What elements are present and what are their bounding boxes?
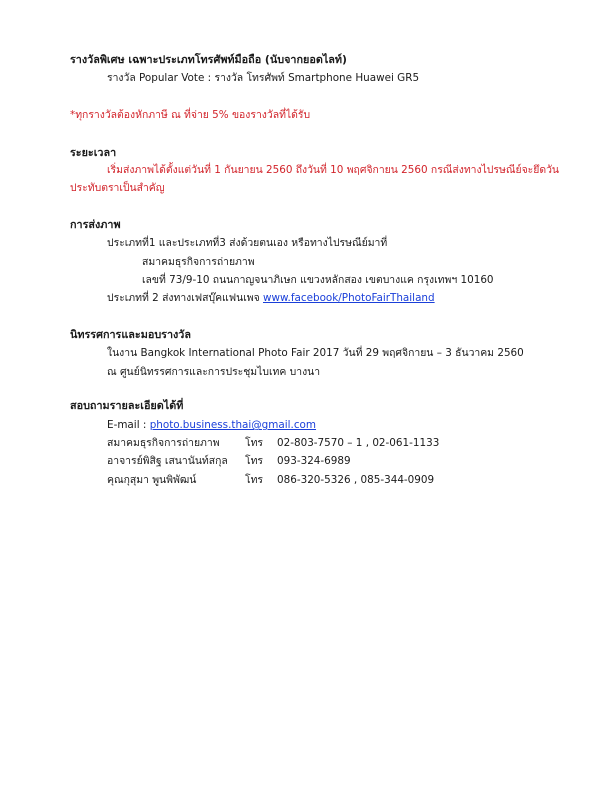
exhibition-line-1: ในงาน Bangkok International Photo Fair 2017 วันที่ 29 พฤศจิกายน – 3 ธันวาคม 2560	[107, 347, 524, 359]
contact-row-pisit	[107, 453, 351, 469]
tel-label: โทร	[245, 437, 264, 449]
tel-number: 02-803-7570 – 1 , 02-061-1133	[277, 437, 440, 449]
submission-address: เลขที่ 73/9-10 ถนนกาญจนาภิเษก แขวงหลักสอง เขตบางแค กรุงเทพฯ 10160	[142, 274, 494, 286]
tel-label: โทร	[245, 455, 264, 467]
contact-row-association	[107, 435, 439, 451]
facebook-prefix: ประเภทที่ 2 ส่งทางเฟสบุ๊คแฟนเพจ	[107, 292, 263, 304]
contact-row-kusuma	[107, 472, 434, 488]
facebook-page-link[interactable]: www.facebook/PhotoFairThailand	[263, 292, 435, 304]
tel-number: 093-324-6989	[277, 455, 351, 467]
popular-vote-line: รางวัล Popular Vote : รางวัล โทรศัพท์ Smartphone Huawei GR5	[107, 72, 420, 84]
submission-heading: การส่งภาพ	[70, 218, 121, 231]
tel-number: 086-320-5326 , 085-344-0909	[277, 474, 435, 486]
submission-association-name: สมาคมธุรกิจการถ่ายภาพ	[142, 256, 255, 268]
special-award-heading: รางวัลพิเศษ เฉพาะประเภทโทรศัพท์มือถือ (นับจากยอดไลท์)	[70, 53, 347, 66]
submission-line-4	[107, 290, 435, 306]
email-link[interactable]: photo.business.thai@gmail.com	[149, 419, 317, 431]
period-line-1: เริ่มส่งภาพได้ตั้งแต่วันที่ 1 กันยายน 2560 ถึงวันที่ 10 พฤศจิกายน 2560 กรณีส่งทางไปรษณีย์จะยึดวัน	[107, 164, 560, 176]
exhibition-line-2: ณ ศูนย์นิทรรศการและการประชุมไบเทค บางนา	[107, 366, 321, 378]
period-line-2: ประทับตราเป็นสำคัญ	[70, 182, 165, 194]
contact-heading: สอบถามรายละเอียดได้ที่	[70, 399, 184, 412]
email-label: E-mail :	[107, 419, 150, 431]
submission-line-1: ประเภทที่1 และประเภทที่3 ส่งด้วยตนเอง หรือทางไปรษณีย์มาที่	[107, 237, 388, 249]
email-line	[107, 417, 316, 433]
tax-note: *ทุกรางวัลต้องหักภาษี ณ ที่จ่าย 5% ของรางวัลที่ได้รับ	[70, 109, 311, 121]
contact-name: สมาคมธุรกิจการถ่ายภาพ	[107, 437, 220, 449]
exhibition-heading: นิทรรศการและมอบรางวัล	[70, 328, 191, 341]
contact-name: คุณกุสุมา พูนพิพัฒน์	[107, 474, 197, 486]
period-heading: ระยะเวลา	[70, 146, 117, 159]
contact-name: อาจารย์พิสิฐ เสนานันท์สกุล	[107, 455, 228, 467]
tel-label: โทร	[245, 474, 264, 486]
